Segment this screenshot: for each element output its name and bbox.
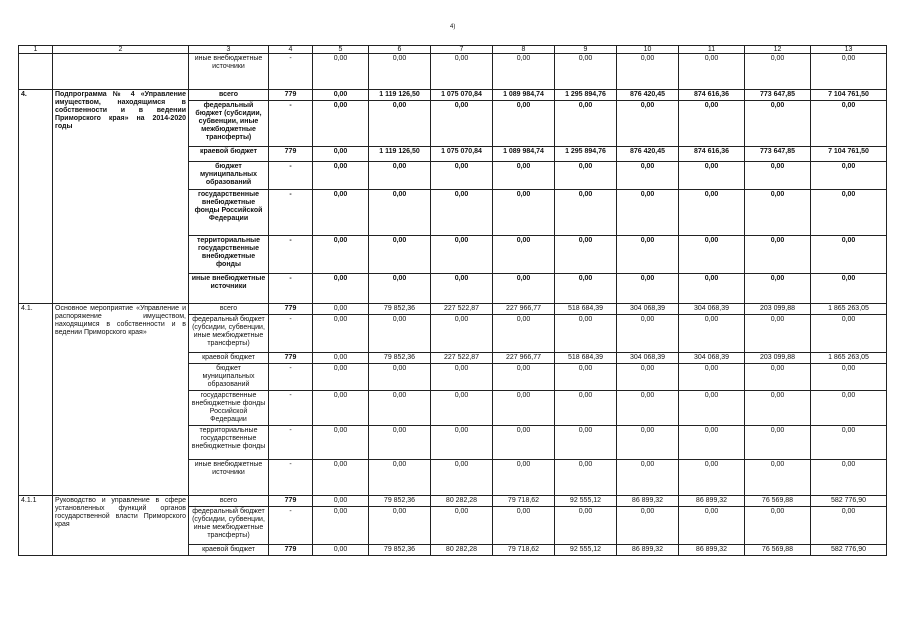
amount-cell: 0,00: [493, 162, 555, 190]
funding-source: бюджет муниципальных образований: [189, 364, 269, 391]
amount-cell: 0,00: [745, 391, 811, 426]
column-number: 13: [811, 46, 887, 54]
amount-cell: 0,00: [555, 101, 617, 147]
amount-cell: 0,00: [369, 101, 431, 147]
amount-cell: 0,00: [493, 190, 555, 236]
amount-cell: 80 282,28: [431, 496, 493, 507]
amount-cell: 0,00: [811, 236, 887, 274]
amount-cell: 876 420,45: [617, 90, 679, 101]
column-number: 8: [493, 46, 555, 54]
budget-code: -: [269, 236, 313, 274]
budget-code: 779: [269, 90, 313, 101]
amount-cell: 0,00: [313, 54, 369, 90]
amount-cell: 227 522,87: [431, 304, 493, 315]
budget-code: 779: [269, 496, 313, 507]
amount-cell: 0,00: [431, 315, 493, 353]
amount-cell: 1 075 070,84: [431, 90, 493, 101]
amount-cell: 0,00: [745, 315, 811, 353]
amount-cell: 0,00: [313, 304, 369, 315]
budget-code: -: [269, 162, 313, 190]
amount-cell: 0,00: [617, 236, 679, 274]
funding-source: федеральный бюджет (субсидии, субвенции, иные межбюджетные трансферты): [189, 315, 269, 353]
amount-cell: 0,00: [679, 274, 745, 304]
amount-cell: 0,00: [313, 507, 369, 545]
amount-cell: 0,00: [679, 364, 745, 391]
amount-cell: 0,00: [811, 460, 887, 496]
amount-cell: 0,00: [369, 426, 431, 460]
amount-cell: 0,00: [493, 426, 555, 460]
funding-source: иные внебюджетные источники: [189, 460, 269, 496]
amount-cell: 0,00: [431, 507, 493, 545]
amount-cell: 0,00: [313, 496, 369, 507]
amount-cell: 773 647,85: [745, 147, 811, 162]
amount-cell: 0,00: [493, 315, 555, 353]
amount-cell: 0,00: [313, 236, 369, 274]
amount-cell: 0,00: [493, 364, 555, 391]
amount-cell: 0,00: [431, 274, 493, 304]
amount-cell: 227 966,77: [493, 353, 555, 364]
budget-code: -: [269, 460, 313, 496]
amount-cell: 582 776,90: [811, 545, 887, 556]
amount-cell: 79 718,62: [493, 496, 555, 507]
amount-cell: 0,00: [617, 54, 679, 90]
column-number: 5: [313, 46, 369, 54]
table-row: [19, 54, 887, 90]
amount-cell: 0,00: [369, 54, 431, 90]
budget-code: -: [269, 190, 313, 236]
amount-cell: 0,00: [811, 364, 887, 391]
amount-cell: 0,00: [555, 236, 617, 274]
funding-source: государственные внебюджетные фонды Российской Федерации: [189, 391, 269, 426]
amount-cell: 1 295 894,76: [555, 147, 617, 162]
amount-cell: 79 718,62: [493, 545, 555, 556]
amount-cell: 1 119 126,50: [369, 90, 431, 101]
amount-cell: 0,00: [555, 190, 617, 236]
amount-cell: 0,00: [617, 274, 679, 304]
amount-cell: 0,00: [313, 426, 369, 460]
amount-cell: 76 569,88: [745, 496, 811, 507]
amount-cell: 0,00: [555, 426, 617, 460]
amount-cell: 0,00: [431, 391, 493, 426]
amount-cell: 582 776,90: [811, 496, 887, 507]
funding-source: иные внебюджетные источники: [189, 274, 269, 304]
amount-cell: 0,00: [493, 54, 555, 90]
amount-cell: 0,00: [431, 162, 493, 190]
budget-code: -: [269, 426, 313, 460]
amount-cell: 0,00: [617, 426, 679, 460]
amount-cell: 0,00: [745, 426, 811, 460]
amount-cell: 0,00: [431, 101, 493, 147]
table-row: [19, 496, 887, 507]
funding-source: территориальные государственные внебюджетные фонды: [189, 426, 269, 460]
amount-cell: 0,00: [313, 274, 369, 304]
amount-cell: 0,00: [617, 190, 679, 236]
amount-cell: 0,00: [679, 426, 745, 460]
amount-cell: 304 068,39: [679, 353, 745, 364]
amount-cell: 874 616,36: [679, 147, 745, 162]
amount-cell: 1 295 894,76: [555, 90, 617, 101]
funding-source: всего: [189, 496, 269, 507]
funding-source: федеральный бюджет (субсидии, субвенции, иные межбюджетные трансферты): [189, 101, 269, 147]
amount-cell: 0,00: [745, 507, 811, 545]
amount-cell: 0,00: [679, 391, 745, 426]
amount-cell: 203 099,88: [745, 353, 811, 364]
amount-cell: 876 420,45: [617, 147, 679, 162]
amount-cell: 0,00: [617, 460, 679, 496]
amount-cell: 79 852,36: [369, 304, 431, 315]
item-title: Руководство и управление в сфере установленных функций органов государственной власти Приморского края: [53, 496, 189, 556]
funding-source: федеральный бюджет (субсидии, субвенции, иные межбюджетные трансферты): [189, 507, 269, 545]
amount-cell: 0,00: [555, 162, 617, 190]
funding-source: всего: [189, 304, 269, 315]
amount-cell: 0,00: [313, 391, 369, 426]
item-title: Основное мероприятие «Управление и распоряжение имуществом, находящимся в собственности и в ведении Приморского края»: [53, 304, 189, 496]
column-number: 11: [679, 46, 745, 54]
amount-cell: 1 075 070,84: [431, 147, 493, 162]
amount-cell: 0,00: [555, 507, 617, 545]
amount-cell: 0,00: [679, 190, 745, 236]
amount-cell: 0,00: [745, 162, 811, 190]
amount-cell: 0,00: [679, 460, 745, 496]
amount-cell: 304 068,39: [617, 353, 679, 364]
amount-cell: 0,00: [617, 101, 679, 147]
item-number: 4.1.1: [19, 496, 53, 556]
funding-source: краевой бюджет: [189, 353, 269, 364]
column-number: 2: [53, 46, 189, 54]
column-number: 9: [555, 46, 617, 54]
amount-cell: 874 616,36: [679, 90, 745, 101]
amount-cell: 0,00: [369, 507, 431, 545]
amount-cell: 0,00: [811, 190, 887, 236]
amount-cell: 0,00: [617, 364, 679, 391]
amount-cell: 0,00: [811, 426, 887, 460]
column-number: 10: [617, 46, 679, 54]
amount-cell: 0,00: [679, 162, 745, 190]
budget-table: [18, 45, 887, 556]
budget-code: -: [269, 54, 313, 90]
amount-cell: 0,00: [431, 460, 493, 496]
amount-cell: 0,00: [493, 460, 555, 496]
amount-cell: 0,00: [313, 315, 369, 353]
amount-cell: 86 899,32: [679, 545, 745, 556]
amount-cell: 0,00: [745, 190, 811, 236]
amount-cell: 0,00: [745, 101, 811, 147]
amount-cell: 0,00: [811, 391, 887, 426]
amount-cell: 0,00: [555, 364, 617, 391]
amount-cell: 79 852,36: [369, 496, 431, 507]
amount-cell: 0,00: [745, 460, 811, 496]
amount-cell: 773 647,85: [745, 90, 811, 101]
funding-source: краевой бюджет: [189, 545, 269, 556]
budget-code: -: [269, 364, 313, 391]
budget-code: 779: [269, 353, 313, 364]
amount-cell: 1 089 984,74: [493, 147, 555, 162]
amount-cell: 0,00: [493, 274, 555, 304]
amount-cell: 0,00: [369, 162, 431, 190]
header-row: [19, 46, 887, 54]
amount-cell: 0,00: [313, 90, 369, 101]
amount-cell: 0,00: [555, 391, 617, 426]
amount-cell: 7 104 761,50: [811, 90, 887, 101]
amount-cell: 0,00: [313, 147, 369, 162]
funding-source: территориальные государственные внебюджетные фонды: [189, 236, 269, 274]
column-number: 6: [369, 46, 431, 54]
amount-cell: 0,00: [745, 54, 811, 90]
amount-cell: 0,00: [811, 162, 887, 190]
amount-cell: 0,00: [313, 545, 369, 556]
table-row: [19, 304, 887, 315]
amount-cell: 304 068,39: [617, 304, 679, 315]
budget-code: 779: [269, 147, 313, 162]
table-row: [19, 90, 887, 101]
item-number: 4.: [19, 90, 53, 304]
budget-code: -: [269, 315, 313, 353]
funding-source: всего: [189, 90, 269, 101]
page-number: 4): [450, 24, 456, 30]
amount-cell: 0,00: [555, 54, 617, 90]
budget-code: -: [269, 101, 313, 147]
amount-cell: 0,00: [811, 507, 887, 545]
budget-code: -: [269, 274, 313, 304]
amount-cell: 86 899,32: [617, 496, 679, 507]
funding-source: бюджет муниципальных образований: [189, 162, 269, 190]
amount-cell: 0,00: [617, 315, 679, 353]
amount-cell: 92 555,12: [555, 496, 617, 507]
amount-cell: 0,00: [431, 426, 493, 460]
funding-source: иные внебюджетные источники: [189, 54, 269, 90]
amount-cell: 0,00: [313, 460, 369, 496]
amount-cell: 0,00: [679, 315, 745, 353]
amount-cell: 79 852,36: [369, 353, 431, 364]
amount-cell: 0,00: [555, 315, 617, 353]
amount-cell: 0,00: [679, 236, 745, 274]
column-number: 1: [19, 46, 53, 54]
amount-cell: 518 684,39: [555, 304, 617, 315]
amount-cell: 0,00: [811, 274, 887, 304]
amount-cell: 0,00: [555, 274, 617, 304]
amount-cell: 1 865 263,05: [811, 304, 887, 315]
amount-cell: 0,00: [617, 162, 679, 190]
item-title: Подпрограмма № 4 «Управление имуществом, находящимся в собственности и в ведении Приморского края» на 2014-2020 годы: [53, 90, 189, 304]
amount-cell: 518 684,39: [555, 353, 617, 364]
amount-cell: 304 068,39: [679, 304, 745, 315]
amount-cell: 0,00: [617, 507, 679, 545]
amount-cell: 0,00: [493, 101, 555, 147]
funding-source: краевой бюджет: [189, 147, 269, 162]
amount-cell: 0,00: [369, 364, 431, 391]
amount-cell: 0,00: [745, 364, 811, 391]
amount-cell: 0,00: [369, 315, 431, 353]
amount-cell: 0,00: [811, 54, 887, 90]
amount-cell: 0,00: [679, 507, 745, 545]
column-number: 12: [745, 46, 811, 54]
amount-cell: 203 099,88: [745, 304, 811, 315]
amount-cell: 0,00: [313, 101, 369, 147]
amount-cell: 0,00: [617, 391, 679, 426]
amount-cell: 0,00: [313, 353, 369, 364]
column-number: 7: [431, 46, 493, 54]
amount-cell: 227 966,77: [493, 304, 555, 315]
amount-cell: 76 569,88: [745, 545, 811, 556]
amount-cell: 0,00: [679, 54, 745, 90]
amount-cell: 92 555,12: [555, 545, 617, 556]
budget-code: 779: [269, 545, 313, 556]
amount-cell: 0,00: [313, 364, 369, 391]
amount-cell: 86 899,32: [617, 545, 679, 556]
item-number: 4.1.: [19, 304, 53, 496]
amount-cell: 1 119 126,50: [369, 147, 431, 162]
amount-cell: 0,00: [369, 274, 431, 304]
amount-cell: 0,00: [369, 190, 431, 236]
amount-cell: 0,00: [679, 101, 745, 147]
amount-cell: 0,00: [493, 391, 555, 426]
amount-cell: 0,00: [493, 507, 555, 545]
amount-cell: 79 852,36: [369, 545, 431, 556]
amount-cell: 0,00: [369, 391, 431, 426]
amount-cell: 227 522,87: [431, 353, 493, 364]
amount-cell: 0,00: [313, 162, 369, 190]
amount-cell: 0,00: [431, 236, 493, 274]
amount-cell: 86 899,32: [679, 496, 745, 507]
budget-code: -: [269, 391, 313, 426]
column-number: 4: [269, 46, 313, 54]
item-title: [53, 54, 189, 90]
budget-code: 779: [269, 304, 313, 315]
amount-cell: 1 865 263,05: [811, 353, 887, 364]
amount-cell: 0,00: [493, 236, 555, 274]
amount-cell: 0,00: [369, 236, 431, 274]
amount-cell: 0,00: [555, 460, 617, 496]
amount-cell: 7 104 761,50: [811, 147, 887, 162]
amount-cell: 0,00: [431, 190, 493, 236]
amount-cell: 1 089 984,74: [493, 90, 555, 101]
amount-cell: 0,00: [369, 460, 431, 496]
amount-cell: 0,00: [745, 274, 811, 304]
amount-cell: 0,00: [313, 190, 369, 236]
amount-cell: 0,00: [745, 236, 811, 274]
amount-cell: 0,00: [811, 101, 887, 147]
amount-cell: 80 282,28: [431, 545, 493, 556]
amount-cell: 0,00: [431, 54, 493, 90]
item-number: [19, 54, 53, 90]
column-number: 3: [189, 46, 269, 54]
funding-source: государственные внебюджетные фонды Российской Федерации: [189, 190, 269, 236]
budget-code: -: [269, 507, 313, 545]
amount-cell: 0,00: [431, 364, 493, 391]
amount-cell: 0,00: [811, 315, 887, 353]
